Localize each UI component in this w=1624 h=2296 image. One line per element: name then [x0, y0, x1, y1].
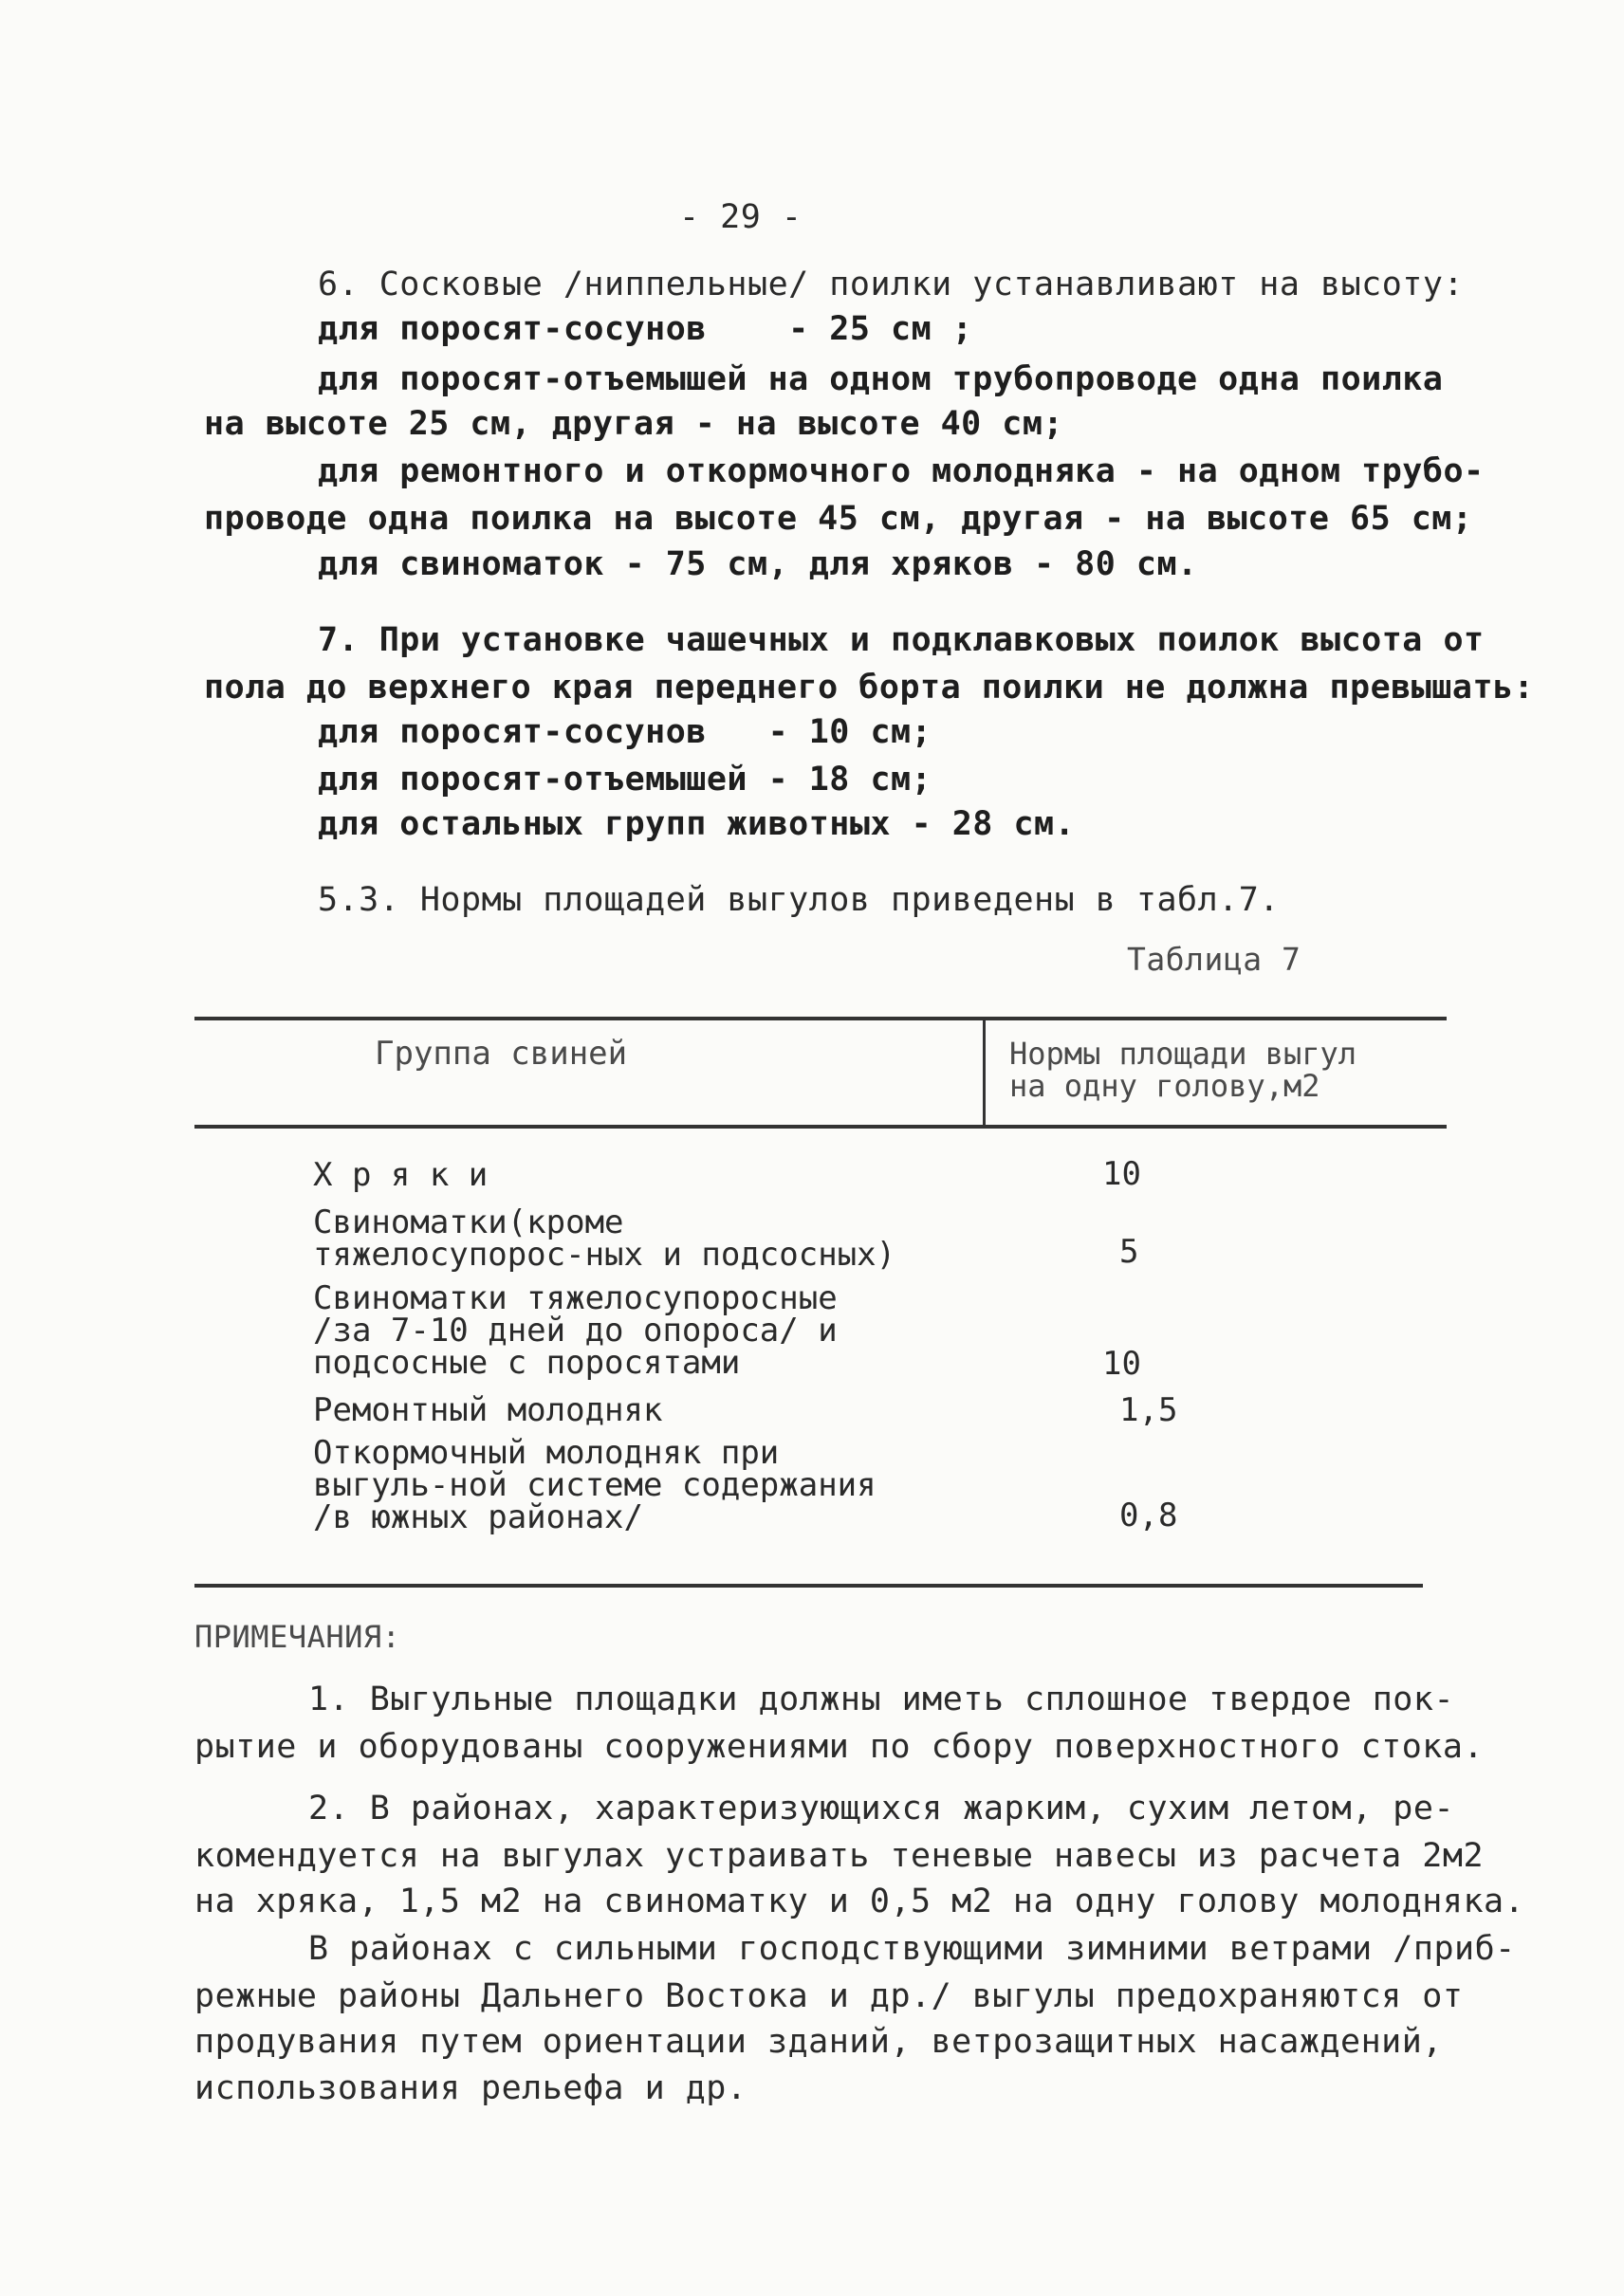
table-header-norm-line2: на одну голову,м2 [1009, 1068, 1320, 1104]
table-row-value: 5 [1119, 1233, 1139, 1271]
table-row-value: 1,5 [1119, 1391, 1178, 1429]
table-row-value: 10 [1102, 1155, 1141, 1193]
table-row-group: Х р я к и [313, 1156, 489, 1194]
table-row-value: 0,8 [1119, 1497, 1178, 1534]
table-header-norm-line1: Нормы площади выгул [1009, 1036, 1357, 1072]
item6-line-5: проводе одна поилка на высоте 45 см, другая - на высоте 65 см; [204, 500, 1473, 538]
table-row-group: Свиноматки(кроме тяжелосупорос-ных и подсосных) [313, 1203, 896, 1274]
table-row-value: 10 [1102, 1345, 1141, 1383]
item6-line-6: для свиноматок - 75 см, для хряков - 80 см. [318, 545, 1198, 583]
item7-line-5: для остальных групп животных - 28 см. [318, 805, 1076, 843]
note-line-6: В районах с сильными господствующими зимними ветрами /приб- [308, 1930, 1516, 1968]
section-5-3-heading: 5.3. Нормы площадей выгулов приведены в табл.7. [318, 881, 1280, 919]
item6-line-4: для ремонтного и откормочного молодняка - на одном трубо- [318, 452, 1485, 490]
table-bottom-rule [194, 1584, 1423, 1588]
note-line-4: комендуется на выгулах устраивать теневые навесы из расчета 2м2 [194, 1837, 1485, 1875]
table-header-rule [194, 1125, 1447, 1129]
note-line-8: продувания путем ориентации зданий, ветрозащитных насаждений, [194, 2023, 1443, 2061]
notes-heading: ПРИМЕЧАНИЯ: [194, 1619, 401, 1655]
table-row-group: Откормочный молодняк при выгуль-ной системе содержания /в южных районах/ [313, 1434, 877, 1536]
item7-line-4: для поросят-отъемышей - 18 см; [318, 761, 932, 799]
note-line-3: 2. В районах, характеризующихся жарким, сухим летом, ре- [308, 1790, 1455, 1828]
note-line-5: на хряка, 1,5 м2 на свиноматку и 0,5 м2 на одну голову молодняка. [194, 1883, 1525, 1920]
table-top-rule [194, 1017, 1447, 1020]
item6-line-2: для поросят-отъемышей на одном трубопроводе одна поилка [318, 360, 1444, 398]
page-number: - 29 - [679, 198, 803, 236]
note-line-1: 1. Выгульные площадки должны иметь сплошное твердое пок- [308, 1681, 1455, 1718]
item6-intro: 6. Сосковые /ниппельные/ поилки устанавливают на высоту: [318, 266, 1465, 303]
item7-line-3: для поросят-сосунов - 10 см; [318, 713, 932, 751]
note-line-7: режные районы Дальнего Востока и др./ выгулы предохраняются от [194, 1977, 1464, 2015]
item7-line-1: 7. При установке чашечных и подклавковых поилок высота от [318, 621, 1485, 659]
item6-line-1: для поросят-сосунов - 25 см ; [318, 310, 973, 348]
table-caption: Таблица 7 [1127, 941, 1301, 978]
item6-line-3: на высоте 25 см, другая - на высоте 40 см; [204, 405, 1064, 443]
table-header-divider [983, 1019, 986, 1125]
table-row-group: Свиноматки тяжелосупоросные /за 7-10 дней до опороса/ и подсосные с поросятами [313, 1279, 838, 1382]
table-row-group: Ремонтный молодняк [313, 1391, 663, 1429]
note-line-9: использования рельефа и др. [194, 2069, 747, 2107]
table-header-group: Группа свиней [375, 1035, 628, 1073]
item7-line-2: пола до верхнего края переднего борта поилки не должна превышать: [204, 669, 1535, 707]
note-line-2: рытие и оборудованы сооружениями по сбору поверхностного стока. [194, 1728, 1485, 1766]
